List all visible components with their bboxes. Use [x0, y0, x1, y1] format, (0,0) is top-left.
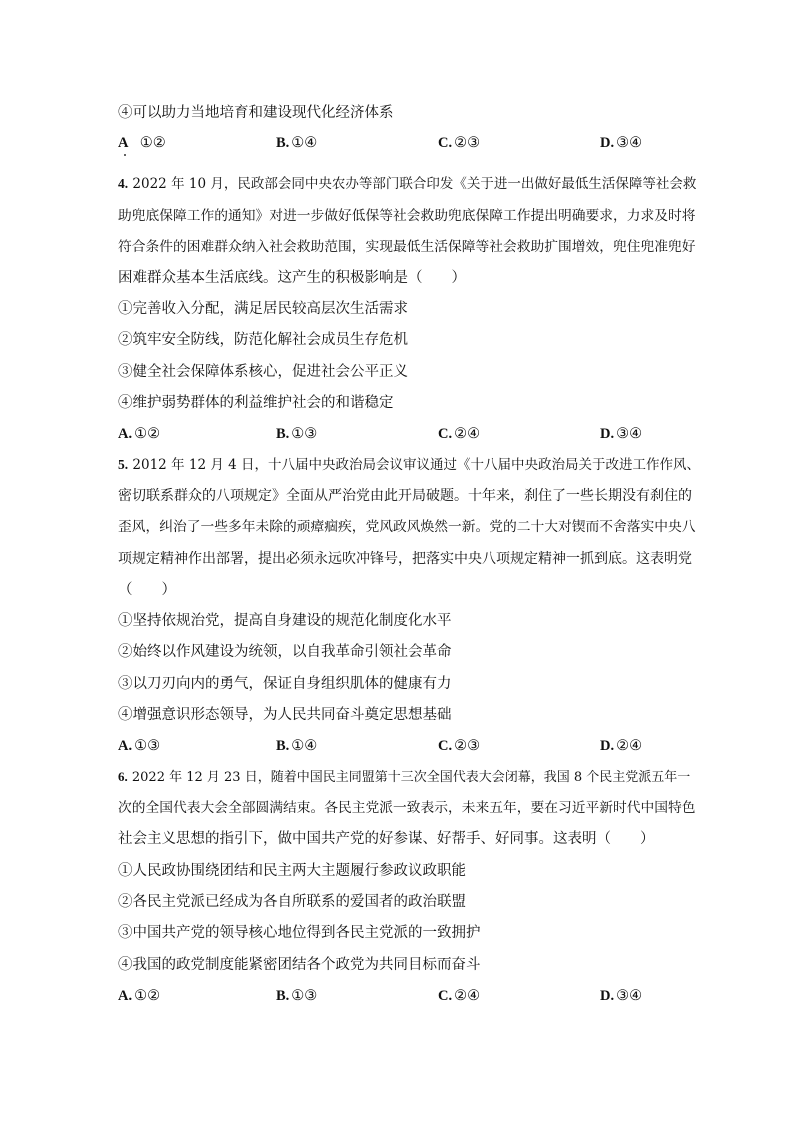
- q6-stem-line-3: 社会主义思想的指引下，做中国共产党的好参谋、好帮手、好同事。这表明（ ）: [118, 831, 655, 847]
- q6-option-d: D. ③④: [600, 988, 643, 1004]
- q5-option-d: D. ②④: [600, 738, 643, 754]
- q4-statement-2: ②筑牢安全防线，防范化解社会成员生存危机: [118, 332, 408, 348]
- q4-option-b: B. ①③: [276, 426, 318, 442]
- q4-option-d: D. ③④: [600, 426, 643, 442]
- q5-statement-1: ①坚持依规治党，提高自身建设的规范化制度化水平: [118, 613, 452, 629]
- q5-option-b: B. ①④: [276, 738, 318, 754]
- q4-option-a: A. ①②: [118, 426, 161, 442]
- q5-option-a: A. ①③: [118, 738, 161, 754]
- q5-statement-2: ②始终以作风建设为统领，以自我革命引领社会革命: [118, 644, 452, 660]
- q6-statement-3: ③中国共产党的领导核心地位得到各民主党派的一致拥护: [118, 925, 481, 941]
- q5-statement-4: ④增强意识形态领导，为人民共同奋斗奠定思想基础: [118, 707, 452, 723]
- q3-option-b: B. ①④: [276, 135, 318, 151]
- q4-statement-3: ③健全社会保障体系核心，促进社会公平正义: [118, 364, 408, 380]
- q6-stem-line-2: 次的全国代表大会全部圆满结束。各民主党派一致表示，未来五年，要在习近平新时代中国特色: [118, 800, 696, 816]
- q4-stem-line-3: 符合条件的困难群众纳入社会救助范围，实现最低生活保障等社会救助扩围增效，兜住兜准兜好: [118, 239, 696, 255]
- q4-stem-line-4: 困难群众基本生活底线。这产生的积极影响是（ ）: [118, 270, 466, 286]
- q3-option-d: D. ③④: [600, 135, 643, 151]
- q6-option-a: A. ①②: [118, 988, 161, 1004]
- q6-statement-4: ④我国的政党制度能紧密团结各个政党为共同目标而奋斗: [118, 957, 481, 973]
- stray-dot: [124, 154, 126, 156]
- q4-statement-1: ①完善收入分配，满足居民较高层次生活需求: [118, 301, 408, 317]
- q5-stem-line-3: 歪风，纠治了一些多年未除的顽瘴痼疾，党风政风焕然一新。党的二十大对锲而不舍落实中央八: [118, 519, 696, 535]
- q4-stem-line-1: 4. 2022 年 10 月，民政部会同中央农办等部门联合印发《关于进一出做好最低生活保障等社会救: [118, 176, 697, 192]
- q6-option-b: B. ①③: [276, 988, 318, 1004]
- q5-stem-line-5: （ ）: [118, 582, 176, 598]
- q5-stem-line-4: 项规定精神作出部署，提出必须永远吹冲锋号，把落实中央八项规定精神一抓到底。这表明党: [118, 551, 692, 567]
- q5-statement-3: ③以刀刃向内的勇气，保证自身组织肌体的健康有力: [118, 676, 452, 692]
- q3-option-c: C. ②③: [438, 135, 481, 151]
- q3-statement-4: ④可以助力当地培育和建设现代化经济体系: [118, 105, 394, 121]
- q6-option-c: C. ②④: [438, 988, 481, 1004]
- q4-stem-line-2: 助兜底保障工作的通知》对进一步做好低保等社会救助兜底保障工作提出明确要求，力求及时将: [118, 208, 696, 224]
- q3-option-a: A ①②: [118, 135, 166, 151]
- q5-stem-line-2: 密切联系群众的八项规定》全面从严治党由此开局破题。十年来，刹住了一些长期没有刹住的: [118, 488, 692, 504]
- q4-option-c: C. ②④: [438, 426, 481, 442]
- q5-stem-line-1: 5. 2012 年 12 月 4 日，十八届中央政治局会议审议通过《十八届中央政治局关于改进工作作风、: [118, 457, 700, 473]
- q6-statement-2: ②各民主党派已经成为各自所联系的爱国者的政治联盟: [118, 894, 466, 910]
- q4-statement-4: ④维护弱势群体的利益维护社会的和谐稳定: [118, 395, 394, 411]
- q5-option-c: C. ②③: [438, 738, 481, 754]
- q6-statement-1: ①人民政协围绕团结和民主两大主题履行参政议政职能: [118, 863, 466, 879]
- q6-stem-line-1: 6. 2022 年 12 月 23 日，随着中国民主同盟第十三次全国代表大会闭幕，我国 8 个民主党派五年一: [118, 769, 691, 785]
